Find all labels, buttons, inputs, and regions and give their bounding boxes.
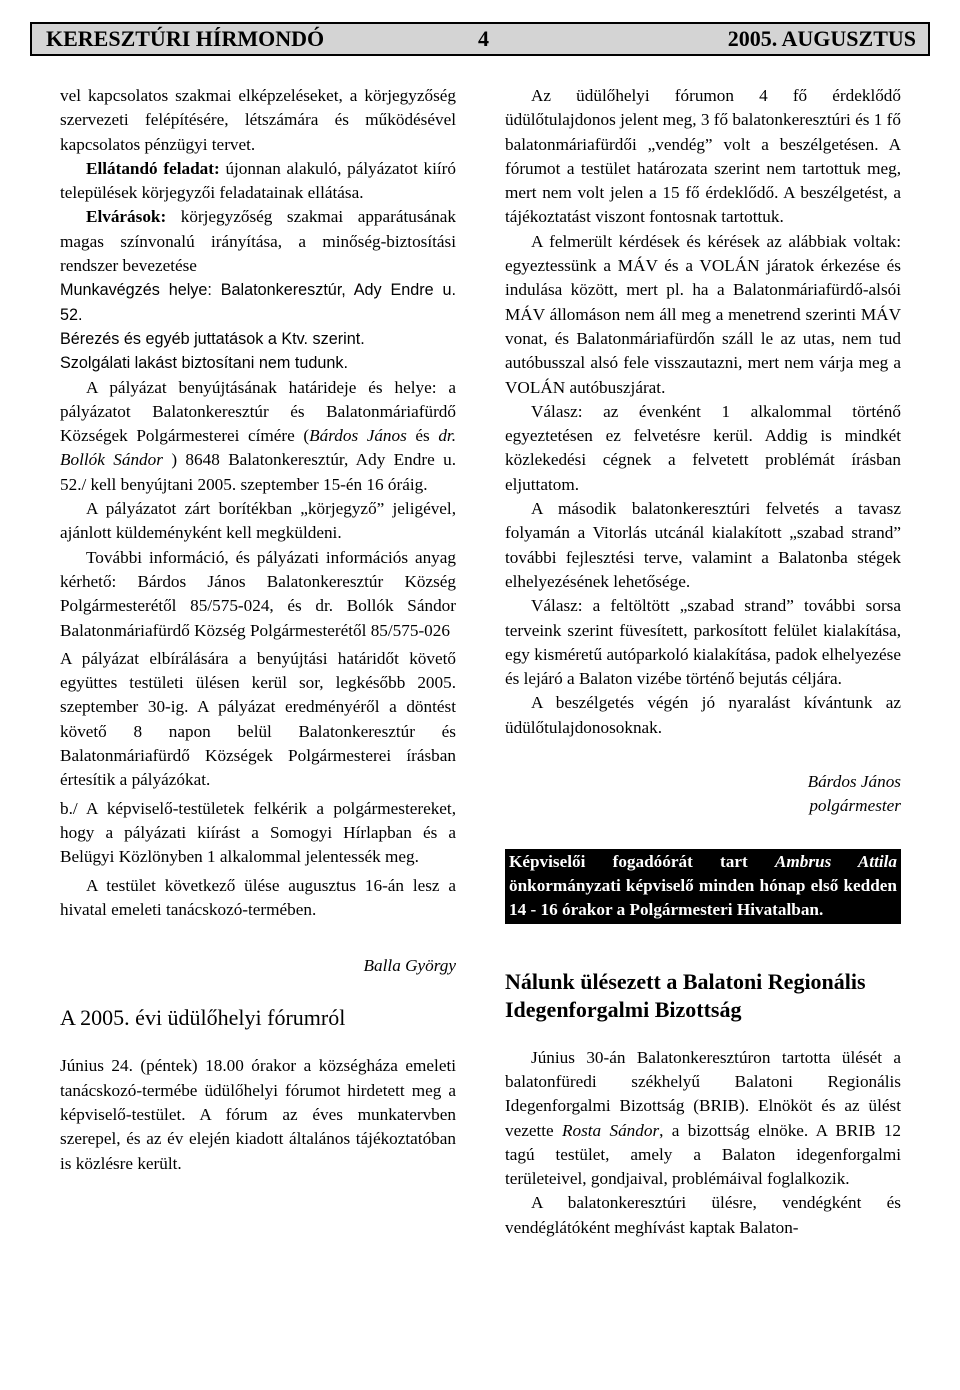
paragraph: Szolgálati lakást biztosítani nem tudunk.	[60, 354, 348, 373]
paragraph: Június 24. (péntek) 18.00 órakor a községháza emeleti tanácskozó-termébe üdülőhelyi fórumot hirdetett meg a képviselő-testület. A fórum az éves munkatervben szerepel, és az év elején kiadott általános tájékoztatóban is közlésre került.	[60, 1056, 456, 1173]
paragraph: A testület következő ülése augusztus 16-án lesz a hivatal emeleti tanácskozó-termében.	[60, 875, 456, 919]
paragraph-text: újonnan alakuló, pályázatot kiíró települések körjegyzői feladatainak ellátása.	[60, 158, 456, 203]
publication-title: KERESZTÚRI HÍRMONDÓ	[46, 26, 325, 51]
paragraph-text: , a bizottság elnöke. A BRIB 12 tagú testület, amely a Balaton idegenforgalmi területeivel, gondjaival, problémáival foglalkozik.	[505, 1120, 902, 1189]
paragraph: b./ A képviselő-testületek felkérik a polgármestereket, hogy a pályázati kiírást a Somogyi Hírlapban és a Belügyi Közlönyben 1 alkalommal jelentessék meg.	[60, 798, 456, 867]
paragraph: Válasz: a feltöltött „szabad strand” további sorsa terveink szerint füvesített, parkosított felület kialakítása, egy kisméretű autóparkoló kialakítása, padok elhelyezése és lejáró a Balaton vizébe történő bejutás céljára.	[505, 596, 901, 689]
paragraph: A pályázatot zárt borítékban „körjegyző” jeligével, ajánlott küldeményként kell megküldeni.	[60, 499, 456, 543]
left-column	[60, 84, 456, 1176]
office-hours-box	[505, 849, 901, 924]
paragraph	[505, 1046, 901, 1192]
paragraph: Munkavégzés helye: Balatonkeresztúr, Ady Endre u. 52.	[60, 281, 456, 324]
right-column	[505, 84, 901, 1240]
person-name: Rosta Sándor	[562, 1120, 660, 1140]
paragraph	[60, 205, 456, 278]
signature-title: polgármester	[809, 796, 901, 816]
paragraph: A felmerült kérdések és kérések az alábbiak voltak: egyeztessünk a MÁV és a VOLÁN járatok érkezése és indulása között, mert pl. ha a Balatonmáriafürdő-alsói MÁV állomáson nem áll meg a menetrend szerinti MÁV vonat, és Balatonmáriafürdőn száll le az utas, nem tud autóbusszal alsó fele visszautazni, mert nem várja meg a VOLÁN autóbuszjárat.	[505, 231, 901, 397]
paragraph-text: Június 30-án Balatonkeresztúron tartotta ülését a balatonfüredi székhelyű Balatoni Regionális Idegenforgalmi Bizottság (BRIB). Elnököt és az ülést vezette	[505, 1047, 901, 1140]
paragraph: További információ, és pályázati információs anyag kérhető: Bárdos János Balatonkeresztúr Község Polgármesterétől 85/575-024, és dr. Bollók Sándor Balatonmáriafürdő Község Polgármesterétől 85/575-026	[60, 547, 456, 640]
paragraph: Válasz: az évenként 1 alkalommal történő egyeztetésen ez felvetésre kerül. Addig is mindkét közlekedési cégnek a felvetett problémát írásban eljuttatom.	[505, 401, 901, 494]
paragraph: Bérezés és egyéb juttatások a Ktv. szerint.	[60, 329, 365, 348]
paragraph: A pályázat elbírálására a benyújtási határidőt követő együttes testületi ülésen kerül sor, legkésőbb 2005. szeptember 30-ig. A pályázat eredményéről a döntést követő 8 napon belül Balatonkeresztúr és Balatonmáriafürdő Községek Polgármesterei írásban értesítik a pályázókat.	[60, 648, 456, 790]
section-heading: Nálunk ülésezett a Balatoni Regionális Idegenforgalmi Bizottság	[505, 968, 866, 1022]
paragraph: A második balatonkeresztúri felvetés a tavasz folyamán a Vitorlás utcánál kialakított „szabad strand” további fejlesztési terve, valamint a Balatonba stégek elhelyezésének lehetősége.	[505, 499, 901, 591]
issue-date: 2005. AUGUSZTUS	[727, 26, 916, 51]
person-name: Ambrus Attila	[774, 851, 897, 871]
bold-label: Elvárások:	[86, 207, 167, 227]
bold-label: Ellátandó feladat:	[86, 158, 220, 178]
box-text: Képviselői fogadóórát tart	[509, 851, 775, 871]
paragraph-text: és	[406, 426, 439, 446]
person-name: Bárdos János	[309, 426, 407, 446]
paragraph: A balatonkeresztúri ülésre, vendégként és vendéglátóként meghívást kaptak Balaton-	[505, 1193, 901, 1237]
page-header	[30, 22, 930, 56]
paragraph-text: ) 8648 Balatonkeresztúr, Ady Endre u. 52./ kell benyújtani 2005. szeptember 15-én 16 óráig.	[60, 450, 456, 494]
box-text: önkormányzati képviselő minden hónap első kedden 14 - 16 órakor a Polgármesteri Hivatalban.	[509, 875, 897, 919]
person-name: dr. Bollók Sándor	[60, 426, 457, 470]
paragraph-text: A pályázat benyújtásának határideje és helye: a pályázatot Balatonkeresztúr és Balatonmáriafürdő Községek Polgármesterei címére (	[60, 377, 456, 446]
section-heading: A 2005. évi üdülőhelyi fórumról	[60, 1005, 346, 1031]
paragraph: vel kapcsolatos szakmai elképzeléseket, a körjegyzőség szervezeti felépítésére, létszámára és működésével kapcsolatos pénzügyi tervet.	[60, 86, 456, 154]
signature-name: Bárdos János	[807, 772, 901, 792]
page-number: 4	[478, 26, 489, 51]
paragraph-text: körjegyzőség szakmai apparátusának magas színvonalú irányítása, a minőség-biztosítási rendszer bevezetése	[60, 207, 456, 276]
paragraph: Az üdülőhelyi fórumon 4 fő érdeklődő üdülőtulajdonos jelent meg, 3 fő balatonkeresztúri és 1 fő balatonmáriafürdői „vendég” volt a beszélgetésen. A fórumot a testület határozata szerint nem tartottuk meg, mert nem volt jelen a 15 fő érdeklődő. A beszélgetést, a tájékoztatást viszont fontosnak tartottuk.	[505, 86, 901, 227]
paragraph	[60, 157, 456, 206]
signature: Balla György	[363, 956, 456, 976]
paragraph	[60, 376, 456, 497]
paragraph: A beszélgetés végén jó nyaralást kívántunk az üdülőtulajdonosoknak.	[505, 693, 901, 737]
